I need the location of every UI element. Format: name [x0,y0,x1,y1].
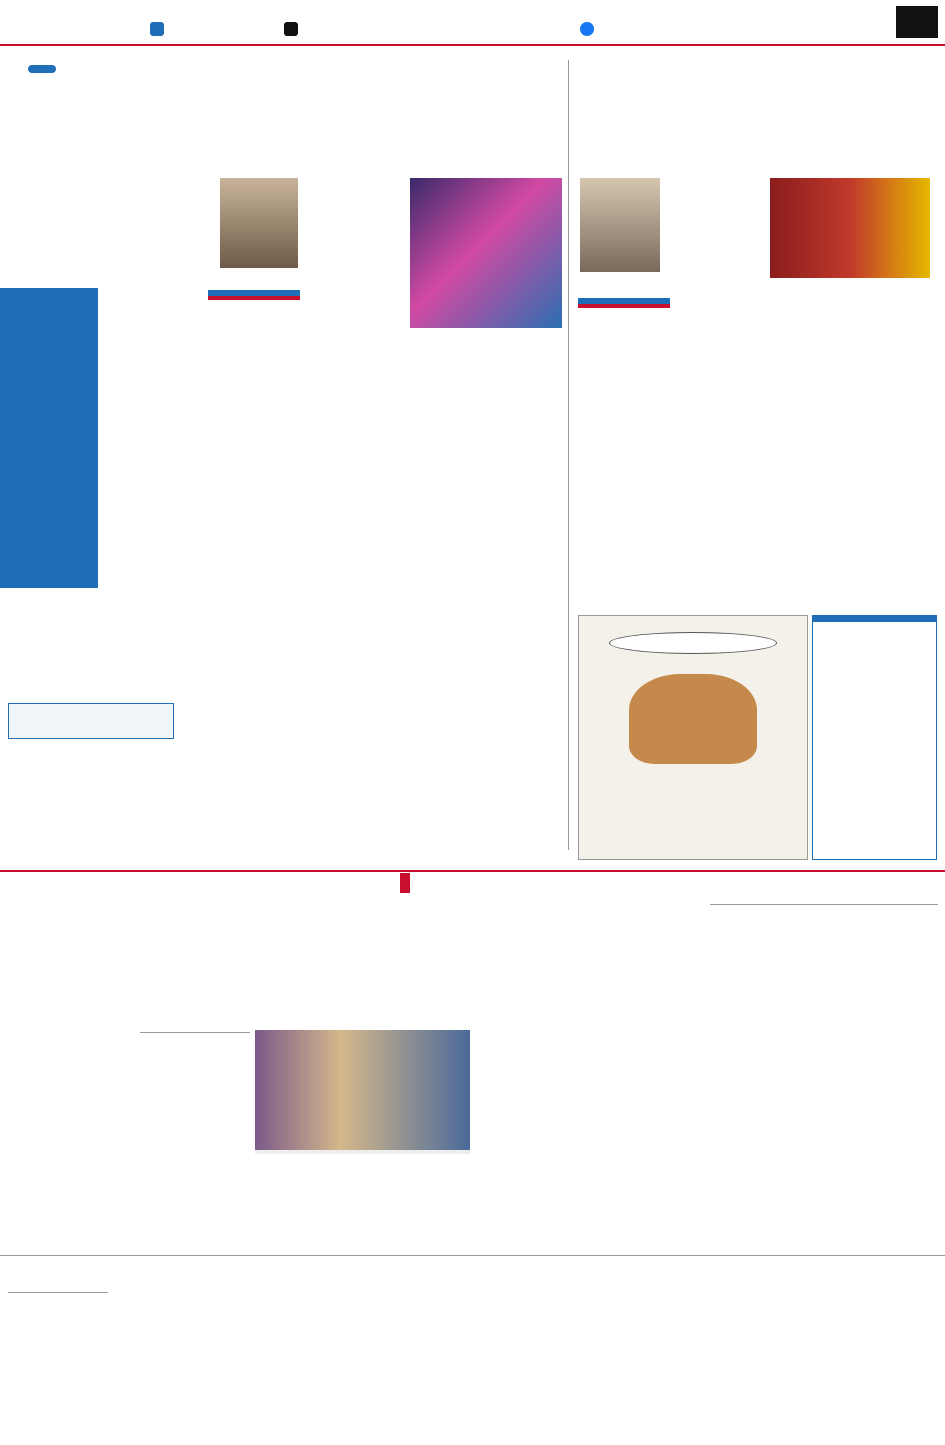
article1-body1 [305,178,405,348]
globe-icon [150,22,164,36]
bottom-left-byline [8,1290,108,1293]
right-body [710,909,938,1149]
left-story [8,900,128,1246]
author-photo [220,178,298,268]
article1-brand [208,290,300,300]
rseti-photo [255,1030,470,1150]
author2-photo [580,178,660,272]
modi-xi-photo [770,178,930,278]
letters-body [813,622,936,812]
main-body [140,1060,250,1250]
editorial-pullquote [0,288,98,588]
gaming-photo [410,178,562,328]
divider [0,1255,945,1256]
page-number [896,6,938,38]
facebook-link[interactable] [580,22,598,36]
x-icon [284,22,298,36]
main-byline [140,1030,250,1033]
right-story [710,898,938,1149]
letters-author [813,812,936,816]
contact-box [8,703,174,739]
dog-drawing [629,674,757,764]
main-body-b [475,1030,585,1250]
editorial-column [8,58,174,858]
cartoon-title [579,616,807,624]
local-section-title [400,873,410,893]
article1-body3 [443,332,563,832]
editorial-tag [28,65,56,73]
article2-body2 [578,340,768,600]
article2-body3 [772,282,932,602]
twitter-link[interactable] [284,22,302,36]
facebook-icon [580,22,594,36]
letters-box [812,615,937,860]
article1-body2b [322,352,437,832]
article2-brand [578,298,670,308]
site-link[interactable] [150,22,168,36]
divider [568,60,569,850]
cartoon-bubble [609,632,777,654]
left-story-body [8,906,128,1246]
rseti-caption [255,1150,470,1154]
masthead [0,0,945,46]
right-byline [710,902,938,905]
article1-body2 [208,352,318,832]
article2-body1 [665,178,765,358]
cartoon-panel [578,615,808,860]
section-divider [0,870,945,872]
main-body-c [590,1030,700,1250]
